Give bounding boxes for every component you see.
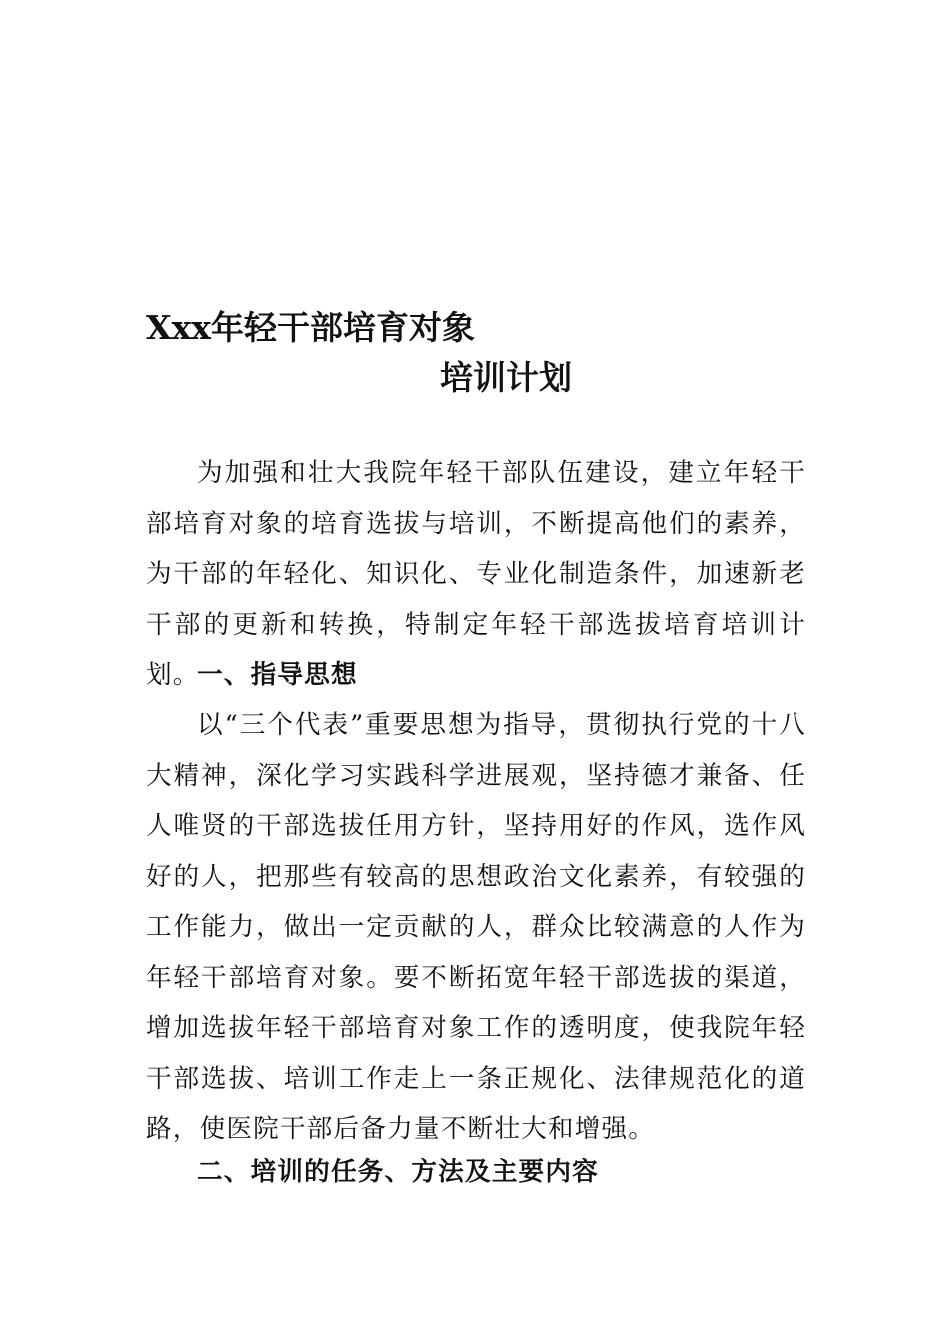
section-heading-guiding-ideology: 一、指导思想 xyxy=(197,660,358,690)
document-title-line-2: 培训计划 xyxy=(440,358,572,397)
document-title-line-1: Xxx年轻干部培育对象 xyxy=(146,308,475,347)
section-heading-training-tasks: 二、培训的任务、方法及主要内容 xyxy=(197,1157,599,1187)
guiding-ideology-paragraph: 以“三个代表”重要思想为指导，贯彻执行党的十八大精神，深化学习实践科学进展观，坚持德才兼备、任人唯贤的干部选拔任用方针，坚持用好的作风，选作风好的人，把那些有较高的思想政治文化素养，有较强的工作能力，做出一定贡献的人，群众比较满意的人作为年轻干部培育对象。要不断拓宽年轻干部选拔的渠道，增加选拔年轻干部培育对象工作的透明度，使我院年轻干部选拔、培训工作走上一条正规化、法律规范化的道路，使医院干部后备力量不断壮大和增强。 xyxy=(146,710,806,1144)
intro-paragraph: 为加强和壮大我院年轻干部队伍建设，建立年轻干部培育对象的培育选拔与培训，不断提高他们的素养，为干部的年轻化、知识化、专业化制造条件，加速新老干部的更新和转换，特制定年轻干部选拔培育培训计划。 xyxy=(146,458,806,690)
